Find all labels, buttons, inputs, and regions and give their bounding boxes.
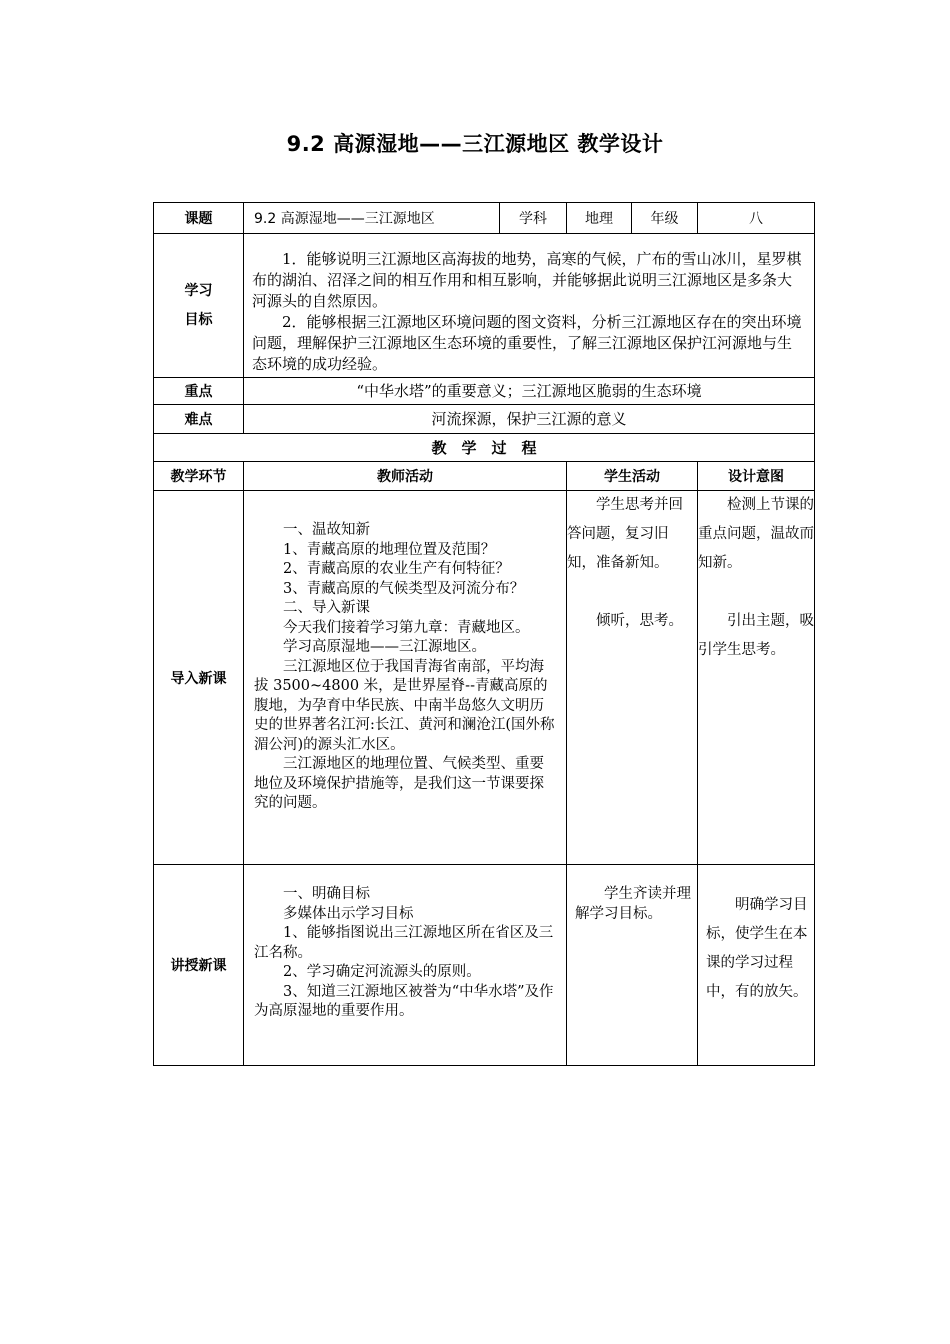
teacher-line: 学习高原湿地——三江源地区。 bbox=[283, 639, 486, 655]
subject-label: 学科 bbox=[500, 203, 567, 234]
col-teacher-header: 教师活动 bbox=[244, 462, 567, 491]
topic-label: 课题 bbox=[154, 203, 244, 234]
process-row-teaching bbox=[154, 865, 815, 1066]
key-point-value: “中华水塔”的重要意义；三江源地区脆弱的生态环境 bbox=[244, 378, 815, 405]
design-line: 检测上节课的重点问题，温故而知新。 bbox=[698, 497, 814, 571]
document-title: 9.2 高源湿地——三江源地区 教学设计 bbox=[286, 132, 664, 156]
objectives-row bbox=[154, 234, 815, 378]
process-heading: 教 学 过 程 bbox=[154, 434, 815, 462]
subject-value: 地理 bbox=[567, 203, 632, 234]
teacher-line: 一、温故知新 bbox=[283, 522, 370, 538]
objectives-content bbox=[244, 234, 815, 378]
col-design-header: 设计意图 bbox=[698, 462, 815, 491]
key-point-row bbox=[154, 378, 815, 405]
teacher-activity-intro bbox=[244, 491, 567, 865]
teacher-line: 三江源地区的地理位置、气候类型、重要地位及环境保护措施等，是我们这一节课要探究的问题。 bbox=[254, 756, 544, 811]
objectives-label bbox=[154, 234, 244, 378]
stage-intro: 导入新课 bbox=[154, 491, 244, 865]
objective-2: 2．能够根据三江源地区环境问题的图文资料，分析三江源地区存在的突出环境问题，理解保护三江源地区生态环境的重要性，了解三江源地区保护江河源地与生态环境的成功经验。 bbox=[252, 313, 802, 373]
teacher-line: 今天我们接着学习第九章：青藏地区。 bbox=[283, 619, 530, 636]
lesson-plan-table bbox=[153, 202, 815, 1066]
key-point-label: 重点 bbox=[154, 378, 244, 405]
student-line: 学生思考并回答问题，复习旧知，准备新知。 bbox=[567, 497, 683, 571]
topic-row bbox=[154, 203, 815, 234]
process-header-row bbox=[154, 462, 815, 491]
student-activity-teaching bbox=[567, 865, 698, 1066]
topic-value: 9.2 高源湿地——三江源地区 bbox=[244, 203, 500, 234]
teacher-line: 2、学习确定河流源头的原则。 bbox=[283, 964, 481, 980]
grade-value: 八 bbox=[698, 203, 815, 234]
teacher-line: 2、青藏高原的农业生产有何特征？ bbox=[283, 561, 510, 577]
objective-1: 1．能够说明三江源地区高海拔的地势，高寒的气候，广布的雪山冰川，星罗棋布的湖泊、沼泽之间的相互作用和相互影响，并能够据此说明三江源地区是多条大河源头的自然原因。 bbox=[252, 250, 802, 310]
process-row-intro bbox=[154, 491, 815, 865]
design-line: 明确学习目标，使学生在本课的学习过程中，有的放矢。 bbox=[706, 897, 808, 1000]
col-student-header: 学生活动 bbox=[567, 462, 698, 491]
objectives-label-line-1: 学习 bbox=[184, 282, 213, 299]
student-line: 学生齐读并理解学习目标。 bbox=[575, 886, 691, 922]
design-intent-intro bbox=[698, 491, 815, 865]
col-stage-header: 教学环节 bbox=[154, 462, 244, 491]
teacher-line: 多媒体出示学习目标 bbox=[283, 905, 414, 922]
student-line: 倾听，思考。 bbox=[596, 613, 683, 629]
teacher-line: 3、青藏高原的气候类型及河流分布？ bbox=[283, 580, 525, 597]
teacher-line: 二、导入新课 bbox=[283, 600, 370, 616]
objectives-label-line-2: 目标 bbox=[184, 311, 213, 328]
teacher-activity-teaching bbox=[244, 865, 567, 1066]
grade-label: 年级 bbox=[632, 203, 698, 234]
process-heading-row bbox=[154, 434, 815, 462]
design-line: 引出主题，吸引学生思考。 bbox=[698, 613, 814, 658]
student-activity-intro bbox=[567, 491, 698, 865]
difficulty-row bbox=[154, 405, 815, 434]
teacher-line: 一、明确目标 bbox=[283, 886, 370, 902]
difficulty-label: 难点 bbox=[154, 405, 244, 434]
teacher-line: 三江源地区位于我国青海省南部，平均海拔 3500~4800 米，是世界屋脊--青藏高原的腹地，为孕育中华民族、中南半岛悠久文明历史的世界著名江河:长江、黄河和澜沧江(国外称湄公河)的源头汇水区。 bbox=[254, 658, 555, 753]
teacher-line: 1、能够指图说出三江源地区所在省区及三江名称。 bbox=[254, 925, 554, 961]
design-intent-teaching bbox=[698, 865, 815, 1066]
teacher-line: 1、青藏高原的地理位置及范围？ bbox=[283, 541, 496, 558]
difficulty-value: 河流探源，保护三江源的意义 bbox=[244, 405, 815, 434]
stage-teaching: 讲授新课 bbox=[154, 865, 244, 1066]
teacher-line: 3、知道三江源地区被誉为“中华水塔”及作为高原湿地的重要作用。 bbox=[254, 983, 554, 1019]
